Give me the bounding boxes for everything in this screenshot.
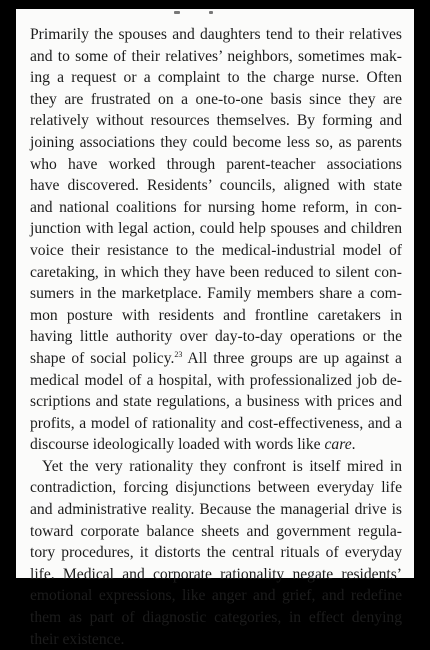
footnote-marker: 23 xyxy=(174,349,183,359)
text-run: shape of social policy. xyxy=(30,349,175,367)
text-line: emotional expressions, like anger and grief, and redefine xyxy=(30,587,402,605)
text-line: and administrative reality. Because the managerial drive is xyxy=(30,501,402,519)
text-line: voice their resistance to the medical-industrial model of xyxy=(30,241,402,259)
text-line: life. Medical and corporate rationality negate residents’ xyxy=(30,565,402,583)
text-line: joining associations they could become less so, as parents xyxy=(30,133,402,151)
text-line: toward corporate balance sheets and government regula- xyxy=(30,522,402,540)
text-line: having little authority over day-to-day operations or the xyxy=(30,328,402,346)
text-line: their existence. xyxy=(30,630,125,648)
text-line: profits, a model of rationality and cost-effectiveness, and a xyxy=(30,414,402,432)
text-line: sumers in the marketplace. Family members share a com- xyxy=(30,285,402,303)
text-line: medical model of a hospital, with professionalized job de- xyxy=(30,371,402,389)
text-line: tory procedures, it distorts the central rituals of everyday xyxy=(30,544,402,562)
text-line: scriptions and state regulations, a business with prices and xyxy=(30,393,402,411)
text-run: discourse ideologically loaded with words like xyxy=(30,436,325,454)
scan-artifact-mark xyxy=(209,11,213,14)
text-line: contradiction, forcing disjunctions between everyday life xyxy=(30,479,402,497)
text-line xyxy=(30,348,402,370)
text-line: Primarily the spouses and daughters tend to their relatives xyxy=(30,26,402,43)
text-line: them as part of diagnostic categories, in effect denying xyxy=(30,609,402,627)
text-line: relatively without resources themselves. By forming and xyxy=(30,112,402,130)
text-line: Yet the very rationality they confront is itself mired in xyxy=(42,457,402,475)
text-line: mon posture with residents and frontline caretakers in xyxy=(30,306,402,324)
body-text xyxy=(30,24,402,650)
text-line xyxy=(30,434,402,456)
text-line: ing a request or a complaint to the charge nurse. Often xyxy=(30,69,402,87)
book-page xyxy=(16,9,414,648)
scan-artifact-mark xyxy=(174,11,180,14)
paragraph xyxy=(30,24,402,456)
text-line: have discovered. Residents’ councils, aligned with state xyxy=(30,177,402,195)
text-run: All three groups are up against a xyxy=(182,349,402,367)
emphasized-word: care xyxy=(324,436,352,454)
text-line: and to some of their relatives’ neighbors, sometimes mak- xyxy=(30,47,402,65)
text-line: and national coalitions for nursing home reform, in con- xyxy=(30,198,402,216)
text-run: . xyxy=(351,436,356,454)
text-line: who have worked through parent-teacher associations xyxy=(30,155,402,173)
text-line: caretaking, in which they have been reduced to silent con- xyxy=(30,263,402,281)
text-line: they are frustrated on a one-to-one basis since they are xyxy=(30,90,402,108)
paragraph xyxy=(30,456,402,650)
text-line: junction with legal action, could help spouses and children xyxy=(30,220,402,238)
